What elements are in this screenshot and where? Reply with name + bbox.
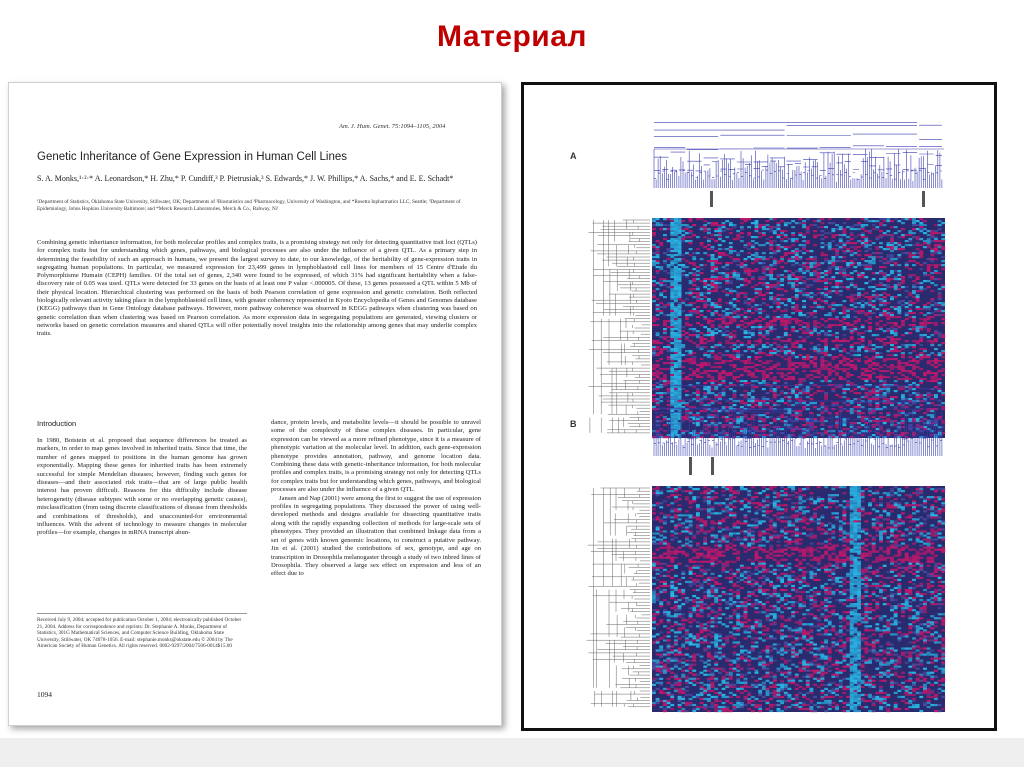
slide-title: Материал: [437, 20, 587, 53]
journal-citation: Am. J. Hum. Genet. 75:1094–1105, 2004: [339, 123, 446, 130]
introduction-heading: Introduction: [37, 419, 77, 428]
panel-b-side-dendrogram: [587, 488, 650, 707]
introduction-right-column: [271, 419, 481, 579]
page-number: 1094: [37, 690, 52, 699]
panel-b-label: B: [570, 419, 577, 429]
heatmap-figure: [524, 85, 988, 722]
paper-affiliations: ¹Department of Statistics, Oklahoma State University, Stillwater, OK; Departments of ²Biostatistics and ³Pharmacology, University of Washington, and *Rosetta Inpharmatics LLC, Seattle; ³Department of Epidemiology, Johns Hopkins University Baltimore; and *Merck Research Laboratories, Merck & Co., Rahway, NJ: [37, 199, 461, 212]
intro-right-paragraph-1: dance, protein levels, and metabolite levels—it should be possible to unravel some of the complexity of these complex diseases. In particular, gene expression can be viewed as a more refined phenotype, since it is a measure of phenotypic variation at the molecular level. In addition, each gene-expression phenotype provides annotation, pathway, and genome location data. Combining these data with genetic-inheritance information, for both molecular profiles and complex traits, is a promising strategy not only for detecting QTLs for complex traits but for understanding which genes, pathways, and biological processes are also under the influence of a given QTL.: [271, 419, 481, 494]
intro-right-paragraph-2: Jansen and Nap (2001) were among the first to suggest the use of expression profiles in segregating populations. They discussed the power of using well-developed methods and designs available for dissecting quantitative traits along with the rapidly expanding collection of methods for large-scale sets of phenotypes. They provided an illustration that combined linkage data from a set of genes with known genomic locations, to construct a putative pathway. Jin et al. (2001) studied the contributions of sex, genotype, and age on transcription in Drosophila melanogaster through a study of two inbred lines of Drosophila. They observed a large sex effect on expression and less of an effect due to: [271, 494, 481, 578]
marker-label: [711, 457, 714, 475]
paper-abstract: Combining genetic inheritance information, for both molecular profiles and complex traits, is a promising strategy not only for detecting quantitative trait loci (QTLs) for complex traits but for understanding which genes, pathways, and biological processes are also under the influence of a given QTL. As a primary step in determining the feasibility of such an approach in humans, we present the largest survey to date, to our knowledge, of the heritability of gene-expression traits in segregating human populations. In particular, we measured expression for 23,499 genes in lymphoblastoid cell lines for members of 15 Centre d'Etude du Polymorphisme Humain (CEPH) families. Of the total set of genes, 2,340 were found to be expressed, of which 31% had significant heritability when a false-discovery rate of 0.05 was used. QTLs were detected for 33 genes on the basis of at least one P value <.000005. Of these, 13 genes possessed a QTL within 5 Mb of their physical location. Hierarchical clustering was performed on the basis of both Pearson correlation of gene expression and genetic correlation. Both reflected biologically relevant activity taking place in the lymphoblastoid cell lines, with greater coherency represented in Kyoto Encyclopedia of Genes and Genomes database (KEGG) pathways than in Gene Ontology database pathways. However, more pathway coherence was observed in KEGG pathways when clustering was based on genetic correlation than when clustering was based on Pearson correlation. As more expression data in segregating populations are generated, viewing clusters or networks based on genetic correlation measures and shared QTLs will offer potentially novel insights into the relationship among genes that may underlie complex traits.: [37, 239, 477, 338]
marker-label: [922, 191, 925, 207]
paper-title: Genetic Inheritance of Gene Expression in Human Cell Lines: [37, 151, 348, 163]
bottom-bar: [0, 738, 1024, 767]
marker-label: [710, 191, 713, 207]
panel-a-top-dendrogram: [654, 122, 944, 188]
panel-a-label: A: [570, 151, 577, 161]
panel-a-side-dendrogram: [589, 220, 651, 433]
heatmap-figure-page: [521, 82, 997, 731]
paper-authors: S. A. Monks,¹·²·* A. Leonardson,* H. Zhu,* P. Cundiff,³ P. Pietrusiak,³ S. Edwards,* J. W. Phillips,* A. Sachs,* and E. E. Schadt*: [37, 174, 454, 183]
panel-a-marker-labels: [710, 191, 925, 207]
intro-left-paragraph: In 1980, Botstein et al. proposed that sequence differences be treated as markers, in order to map genes involved in inherited traits. Since that time, the number of genes mapped to positions in the human genome has grown exponentially. Mapping these genes for inherited traits has been extremely successful for simple Mendelian diseases; however, finding such genes for diseases—and their associated risk traits—that are of large public health interest has proven difficult. Reasons for this difficulty include disease heterogeneity (disease subtypes with some or no overlapping genetic causes), misclassification (from using discrete classifications of disease from thresholds and combinations of thresholds), and unaccounted-for environmental influences. With the advent of technology to measure changes in molecular profiles—for example, changes in mRNA transcript abun-: [37, 437, 247, 537]
paper-first-page: [8, 82, 502, 726]
introduction-left-column: [37, 437, 247, 538]
panel-b-marker-labels: [689, 457, 714, 475]
paper-footnote: Received July 9, 2004; accepted for publication October 1, 2004; electronically published October 21, 2004. Address for correspondence and reprints: Dr. Stephanie A. Monks, Department of Statistics, 301G Mathematical Sciences, and Computer Science Building, Oklahoma State University, Stillwater, OK 74078-1056. E-mail: stephanie.monks@okstate.edu © 2004 by The American Society of Human Genetics. All rights reserved. 0002-9297/2004/7506-0014$15.00: [37, 613, 247, 650]
marker-label: [689, 457, 692, 475]
panel-a: [589, 122, 946, 438]
